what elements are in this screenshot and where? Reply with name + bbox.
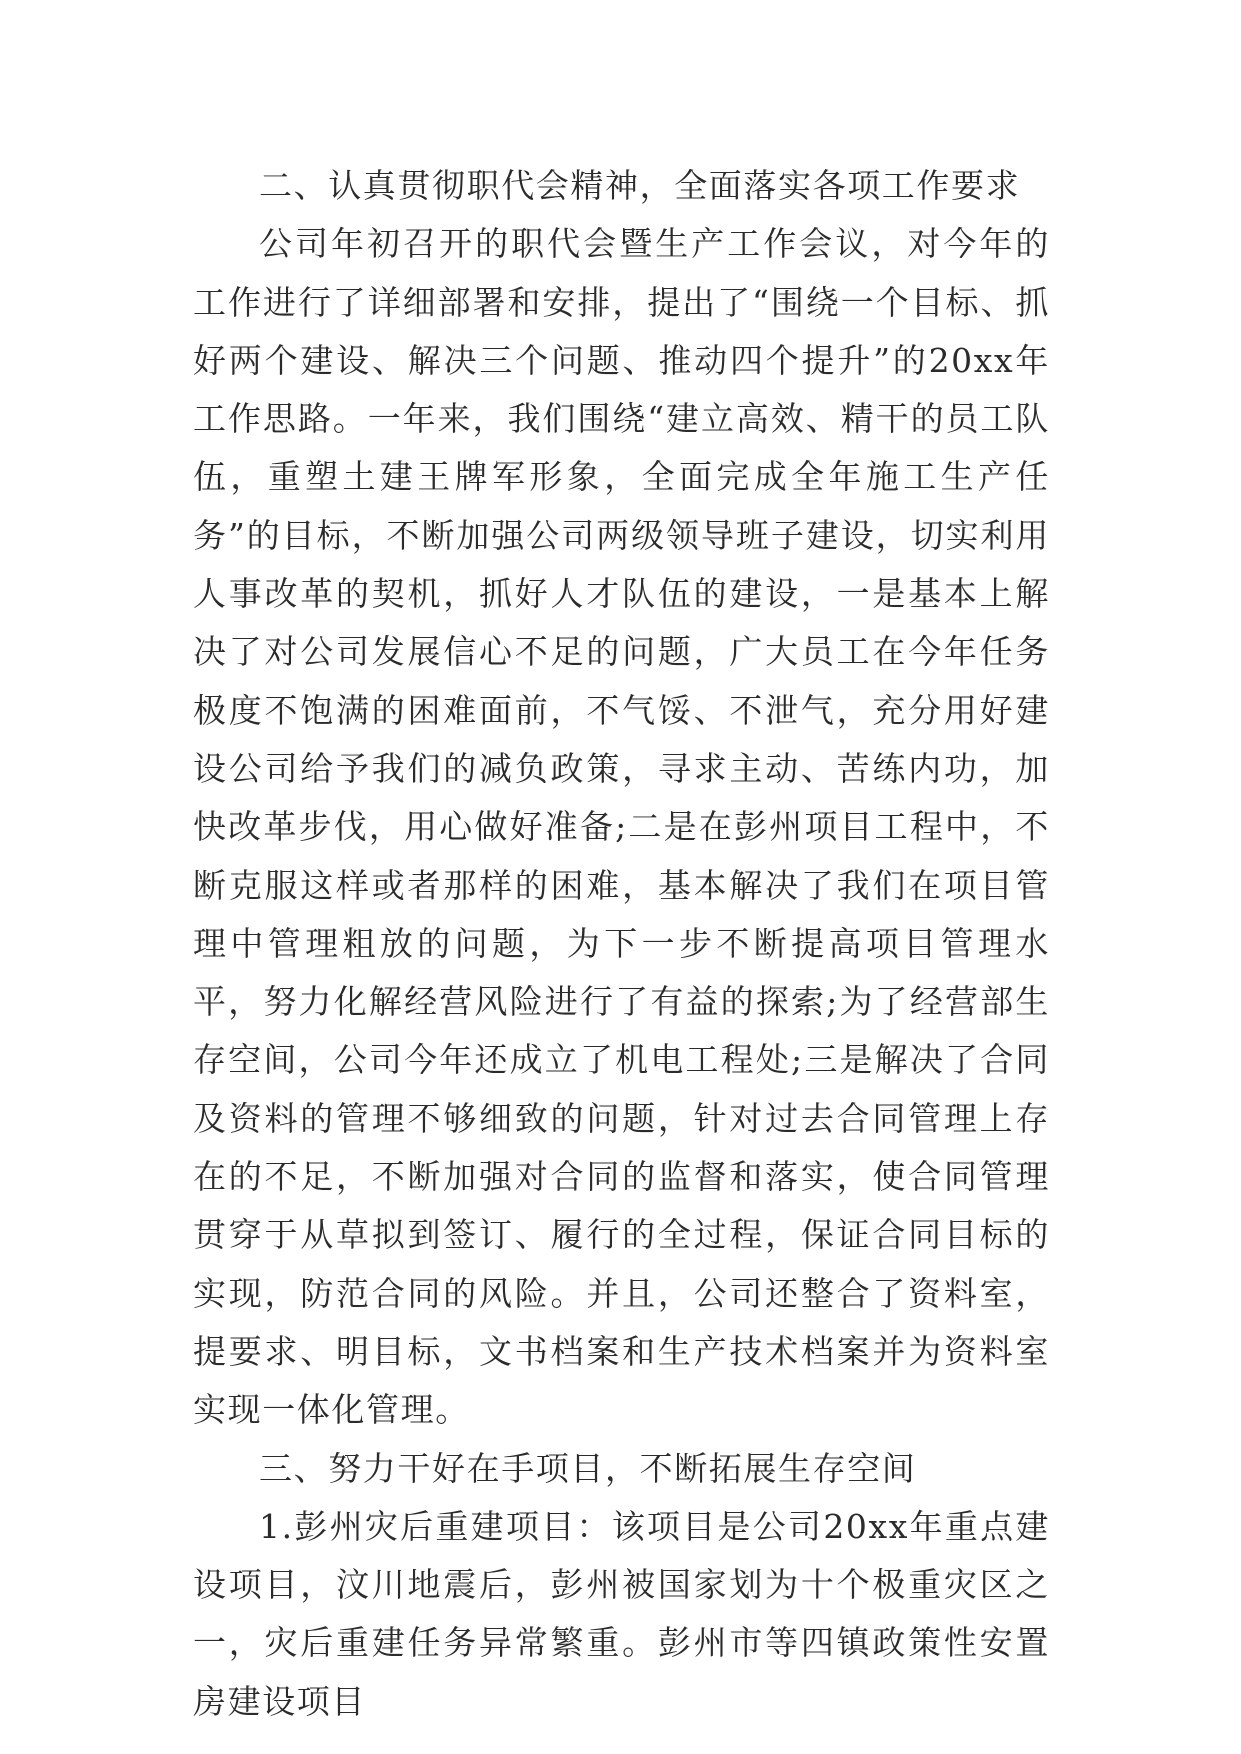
section-heading-2: 二、认真贯彻职代会精神，全面落实各项工作要求 bbox=[259, 166, 1021, 205]
document-body bbox=[193, 157, 1050, 1731]
section-heading-3: 三、努力干好在手项目，不断拓展生存空间 bbox=[259, 1448, 917, 1488]
body-paragraph-1: 公司年初召开的职代会暨生产工作会议，对今年的工作进行了详细部署和安排，提出了“围绕一个目标、抓好两个建设、解决三个问题、推动四个提升”的20xx年工作思路。一年来，我们围绕“建立高效、精干的员工队伍，重塑土建王牌军形象，全面完成全年施工生产任务”的目标，不断加强公司两级领导班子建设，切实利用人事改革的契机，抓好人才队伍的建设，一是基本上解决了对公司发展信心不足的问题，广大员工在今年任务极度不饱满的困难面前，不气馁、不泄气，充分用好建设公司给予我们的减负政策，寻求主动、苦练内功，加快改革步伐，用心做好准备;二是在彭州项目工程中，不断克服这样或者那样的困难，基本解决了我们在项目管理中管理粗放的问题，为下一步不断提高项目管理水平，努力化解经营风险进行了有益的探索;为了经营部生存空间，公司今年还成立了机电工程处;三是解决了合同及资料的管理不够细致的问题，针对过去合同管理上存在的不足，不断加强对合同的监督和落实，使合同管理贯穿于从草拟到签订、履行的全过程，保证合同目标的实现，防范合同的风险。并且，公司还整合了资料室，提要求、明目标，文书档案和生产技术档案并为资料室实现一体化管理。 bbox=[193, 224, 1050, 1430]
body-paragraph-2: 1.彭州灾后重建项目：该项目是公司20xx年重点建设项目，汶川地震后，彭州被国家划为十个极重灾区之一，灾后重建任务异常繁重。彭州市等四镇政策性安置房建设项目 bbox=[193, 1506, 1050, 1721]
